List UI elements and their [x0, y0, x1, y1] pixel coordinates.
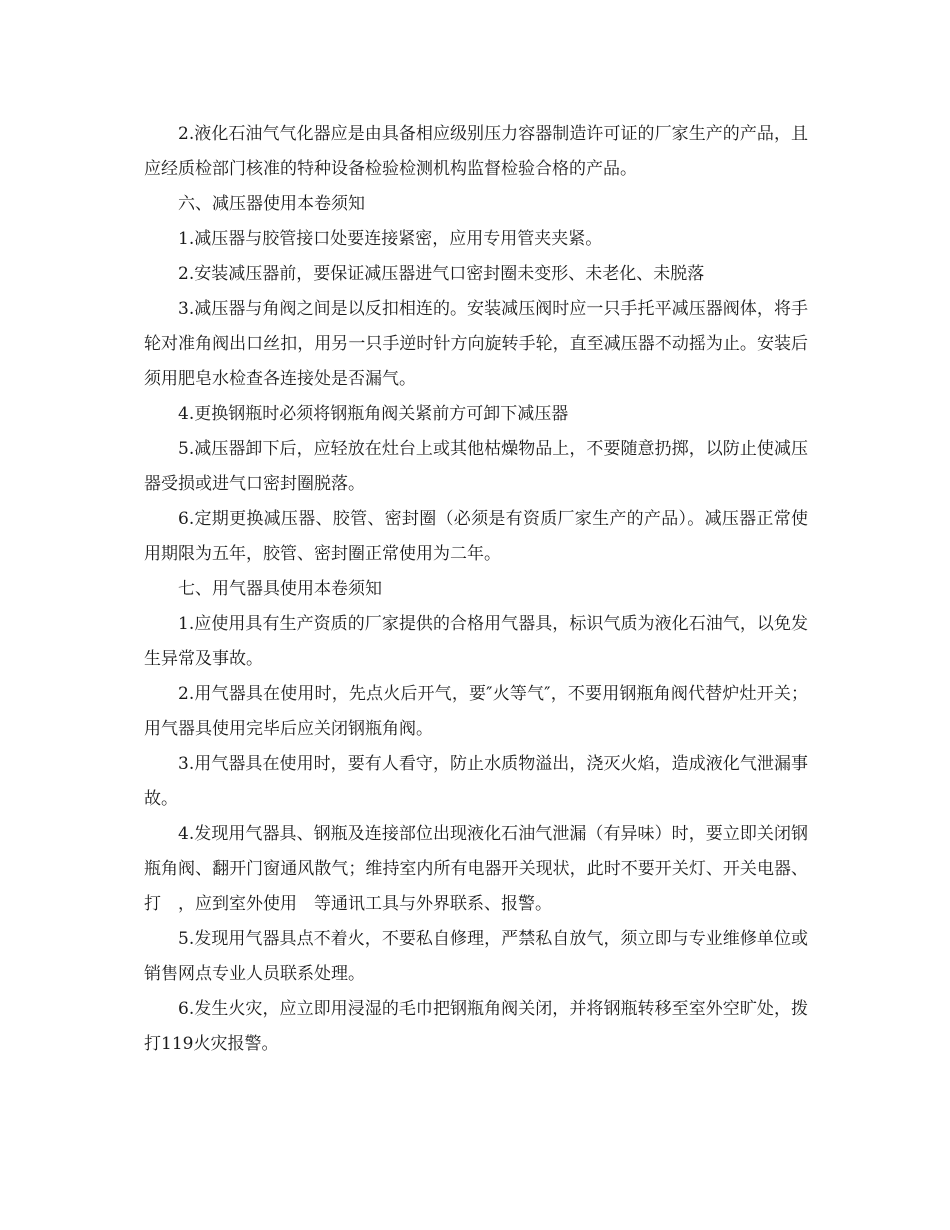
document-body — [144, 117, 808, 1062]
paragraph-appliance-item-6: 6.发生火灾，应立即用浸湿的毛巾把钢瓶角阀关闭，并将钢瓶转移至室外空旷处，拨打119火灾报警。 — [144, 999, 808, 1054]
paragraph-reducer-item-6: 6.定期更换减压器、胶管、密封圈（必须是有资质厂家生产的产品）。减压器正常使用期限为五年，胶管、密封圈正常使用为二年。 — [144, 509, 808, 564]
paragraph-reducer-item-3: 3.减压器与角阀之间是以反扣相连的。安装减压阀时应一只手托平减压器阀体，将手轮对准角阀出口丝扣，用另一只手逆时针方向旋转手轮，直至减压器不动摇为止。安装后须用肥皂水检查各连接处是否漏气。 — [144, 299, 808, 389]
paragraph-reducer-item-1: 1.减压器与胶管接口处要连接紧密，应用专用管夹夹紧。 — [178, 229, 603, 249]
paragraph-reducer-item-2: 2.安装减压器前，要保证减压器进气口密封圈未变形、未老化、未脱落 — [178, 264, 705, 284]
paragraph-appliance-item-1: 1.应使用具有生产资质的厂家提供的合格用气器具，标识气质为液化石油气，以免发生异常及事故。 — [144, 614, 808, 669]
paragraph-reducer-item-5: 5.减压器卸下后，应轻放在灶台上或其他枯燥物品上，不要随意扔掷，以防止使减压器受损或进气口密封圈脱落。 — [144, 439, 808, 494]
paragraph-appliance-item-4: 4.发现用气器具、钢瓶及连接部位出现液化石油气泄漏（有异味）时，要立即关闭钢瓶角阀、翻开门窗通风散气；维持室内所有电器开关现状，此时不要开关灯、开关电器、打 ，应到室外使用 等通讯工具与外界联系、报警。 — [144, 824, 808, 914]
paragraph-gasifier-requirement: 2.液化石油气气化器应是由具备相应级别压力容器制造许可证的厂家生产的产品，且应经质检部门核准的特种设备检验检测机构监督检验合格的产品。 — [144, 124, 808, 179]
paragraph-reducer-item-4: 4.更换钢瓶时必须将钢瓶角阀关紧前方可卸下减压器 — [178, 404, 569, 424]
paragraph-appliance-item-5: 5.发现用气器具点不着火，不要私自修理，严禁私自放气，须立即与专业维修单位或销售网点专业人员联系处理。 — [144, 929, 808, 984]
section-heading-gas-appliances: 七、用气器具使用本卷须知 — [178, 579, 382, 599]
paragraph-appliance-item-2: 2.用气器具在使用时，先点火后开气，要″火等气″，不要用钢瓶角阀代替炉灶开关；用气器具使用完毕后应关闭钢瓶角阀。 — [144, 684, 808, 739]
paragraph-appliance-item-3: 3.用气器具在使用时，要有人看守，防止水质物溢出，浇灭火焰，造成液化气泄漏事故。 — [144, 754, 808, 809]
section-heading-pressure-reducer: 六、减压器使用本卷须知 — [178, 194, 365, 214]
